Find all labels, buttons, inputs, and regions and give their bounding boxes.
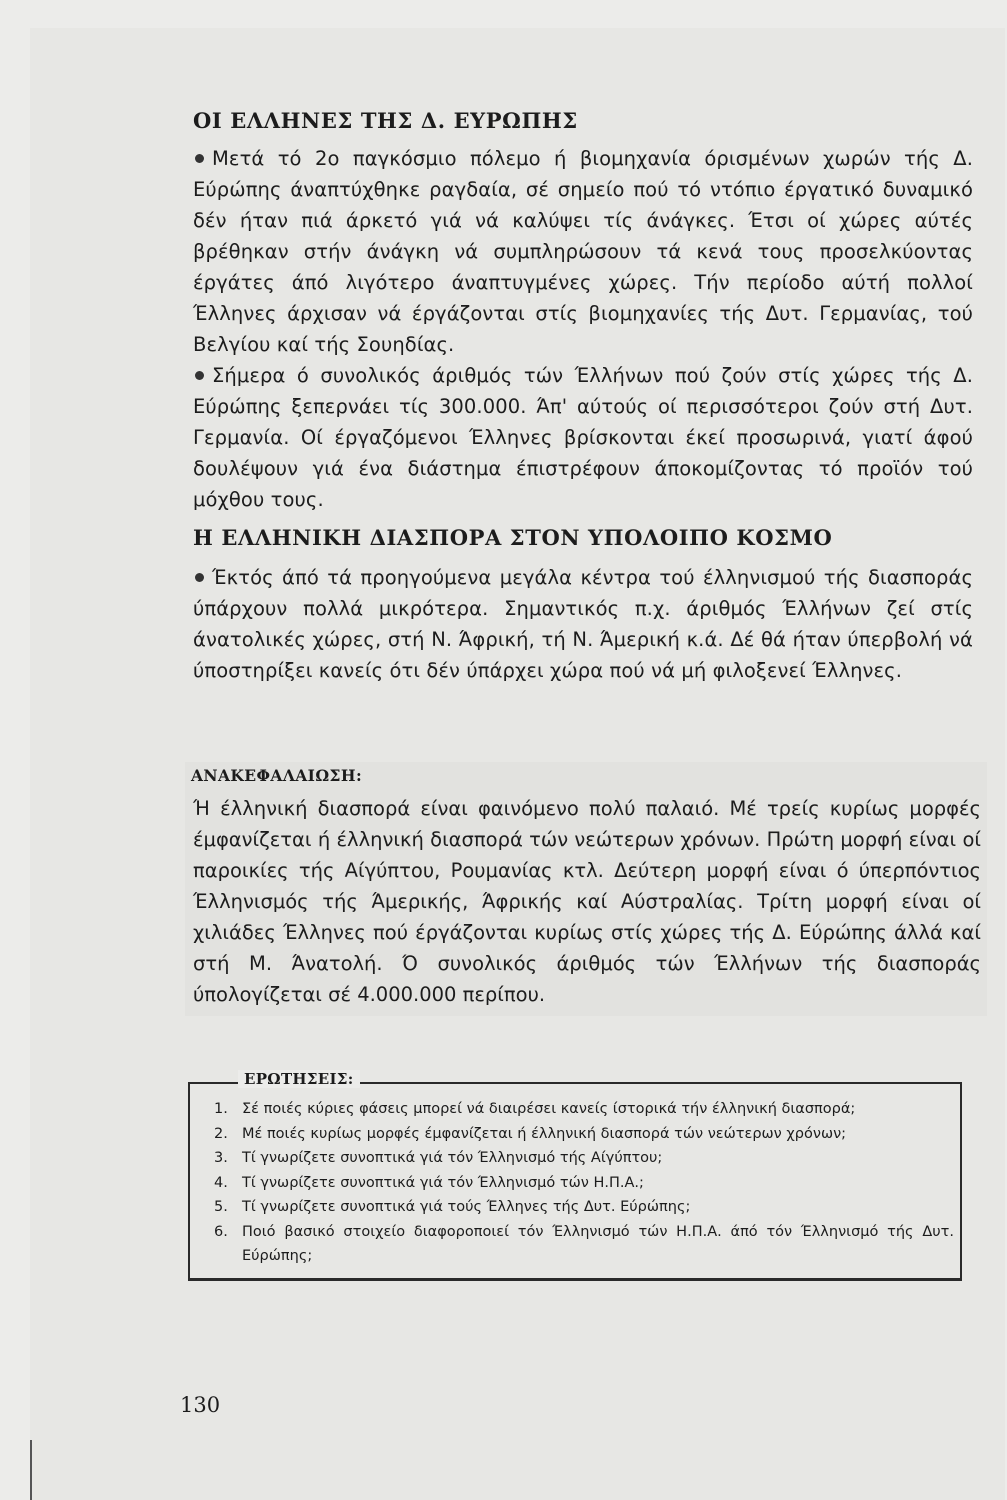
bullet-icon [195,371,204,380]
page-number: 130 [180,1393,221,1417]
section-heading: Η ΕΛΛΗΝΙΚΗ ΔΙΑΣΠΟΡΑ ΣΤΟΝ ΥΠΟΛΟΙΠΟ ΚΟΣΜΟ [193,525,833,550]
question-number: 5. [214,1199,228,1215]
paragraph-text: Μετά τό 2ο παγκόσμιο πόλεμο ή βιομηχανία όρισμένων χωρών τής Δ. Εύρώπης άναπτύχθηκε ραγδαία, σέ σημείο πού τό ντόπιο έργατικό δυναμικό δέν ήταν πιά άρκετό γιά νά καλύψει τίς άνάγκες. Έτσι οί χώρες αύτές βρέθηκαν στήν άνάγκη νά συμπληρώσουν τά κενά τους προσελκύοντας έργάτες άπό λιγότερο άναπτυγμένες χώρες. Τήν περίοδο αύτή πολλοί Έλληνες άρχισαν νά έργάζονται στίς βιομηχανίες τής Δυτ. Γερμανίας, τού Βελγίου καί τής Σουηδίας. [193,147,973,356]
margin-line [30,1440,32,1500]
question-item [214,1195,954,1220]
question-item [214,1097,954,1122]
bullet-icon [195,154,204,163]
summary-box [185,762,987,1016]
paragraph [193,143,973,360]
question-item [214,1171,954,1196]
question-number: 1. [214,1101,228,1117]
question-number: 3. [214,1150,228,1166]
paragraph-text: Σήμερα ό συνολικός άριθμός τών Έλλήνων πού ζούν στίς χώρες τής Δ. Εύρώπης ξεπερνάει τίς 300.000. Άπ' αύτούς οί περισσότεροι ζούν στή Δυτ. Γερμανία. Οί έργαζόμενοι Έλληνες βρίσκονται έκεί προσωρινά, γιατί άφού δουλέψουν γιά ένα διάστημα έπιστρέφουν άποκομίζοντας τό προϊόν τού μόχθου τους. [193,364,973,511]
paragraph [193,562,973,686]
summary-heading: ΑΝΑΚΕΦΑΛΑΙΩΣΗ: [191,766,363,785]
question-text: Σέ ποιές κύριες φάσεις μπορεί νά διαιρέσει κανείς ίστορικά τήν έλληνική διασπορά; [242,1101,856,1117]
question-text: Τί γνωρίζετε συνοπτικά γιά τούς Έλληνες τής Δυτ. Εύρώπης; [242,1199,691,1215]
question-item [214,1220,954,1269]
section-heading: ΟΙ ΕΛΛΗΝΕΣ ΤΗΣ Δ. ΕΥΡΩΠΗΣ [193,108,578,133]
question-number: 2. [214,1125,228,1142]
questions-list [214,1097,954,1269]
question-text: Τί γνωρίζετε συνοπτικά γιά τόν Έλληνισμό τής Αίγύπτου; [242,1150,663,1166]
section-western-europe [193,105,973,515]
question-item [214,1146,954,1171]
question-text: Ποιό βασικό στοιχείο διαφοροποιεί τόν Έλληνισμό τών Η.Π.Α. άπό τόν Έλληνισμό τής Δυτ. Εύρώπης; [242,1223,954,1264]
question-text: Μέ ποιές κυρίως μορφές έμφανίζεται ή έλληνική διασπορά τών νεώτερων χρόνων; [242,1125,847,1142]
section-rest-of-world [193,522,973,686]
questions-heading: ΕΡΩΤΗΣΕΙΣ: [238,1070,360,1088]
question-text: Τί γνωρίζετε συνοπτικά γιά τόν Έλληνισμό τών Η.Π.Α.; [242,1174,644,1191]
paragraph-text: Έκτός άπό τά προηγούμενα μεγάλα κέντρα τού έλληνισμού τής διασποράς ύπάρχουν πολλά μικρότερα. Σημαντικός π.χ. άριθμός Έλλήνων ζεί στίς άνατολικές χώρες, στή Ν. Άφρική, τή Ν. Άμερική κ.ά. Δέ θά ήταν ύπερβολή νά ύποστηρίξει κανείς ότι δέν ύπάρχει χώρα πού νά μή φιλοξενεί Έλληνες. [193,566,973,682]
paragraph [193,360,973,515]
question-item [214,1122,954,1147]
question-number: 6. [214,1223,228,1240]
bullet-icon [195,573,204,582]
summary-text: Ή έλληνική διασπορά είναι φαινόμενο πολύ παλαιό. Μέ τρείς κυρίως μορφές έμφανίζεται ή έλληνική διασπορά τών νεώτερων χρόνων. Πρώτη μορφή είναι οί παροικίες τής Αίγύπτου, Ρουμανίας κτλ. Δεύτερη μορφή είναι ό ύπερπόντιος Έλληνισμός τής Άμερικής, Άφρικής καί Αύστραλίας. Τρίτη μορφή είναι οί χιλιάδες Έλληνες πού έργάζονται κυρίως στίς χώρες τής Δ. Εύρώπης άλλά καί στή Μ. Άνατολή. Ό συνολικός άριθμός τών Έλλήνων τής διασποράς ύπολογίζεται σέ 4.000.000 περίπου. [193,797,981,1006]
question-number: 4. [214,1174,228,1191]
